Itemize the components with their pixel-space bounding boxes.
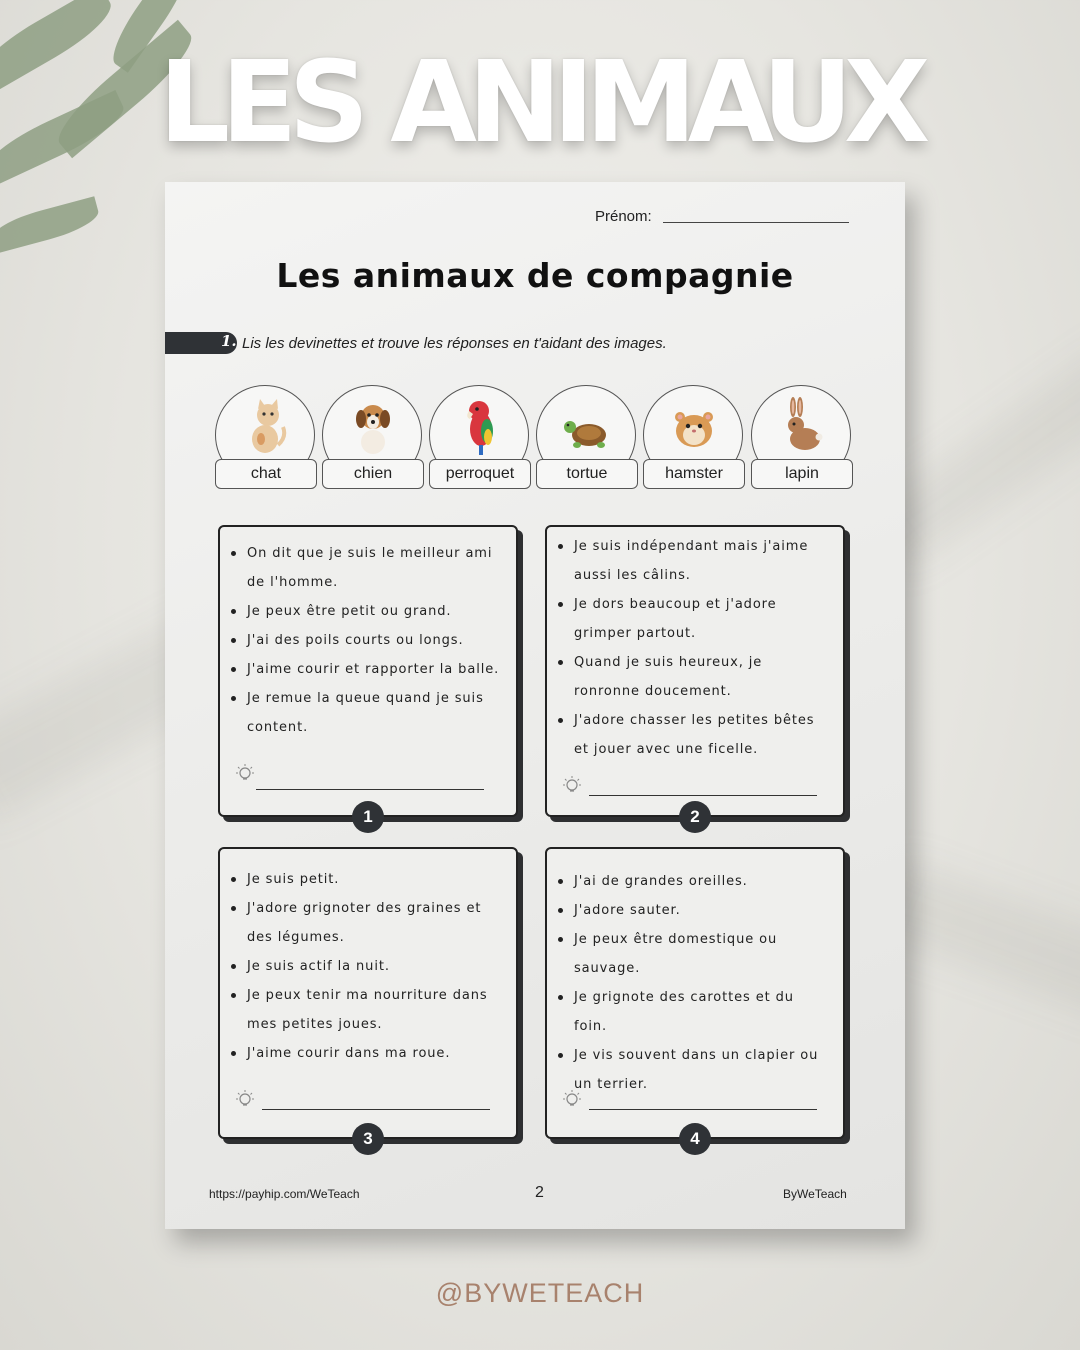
hamster-icon: [671, 397, 717, 455]
riddle-line: Quand je suis heureux, je ronronne doucement.: [557, 648, 831, 706]
riddle-line: Je grignote des carottes et du foin.: [557, 983, 831, 1041]
footer-brand: ByWeTeach: [783, 1187, 847, 1201]
animal-label: perroquet: [429, 459, 531, 489]
riddle-line: Je suis indépendant mais j'aime aussi les câlins.: [557, 532, 831, 590]
riddle-list: [220, 849, 516, 1068]
lightbulb-icon: [561, 1089, 583, 1111]
footer-url: https://payhip.com/WeTeach: [209, 1187, 360, 1201]
riddle-number-badge: 1: [352, 801, 384, 833]
riddle-line: J'adore chasser les petites bêtes et jouer avec une ficelle.: [557, 706, 831, 764]
riddle-line: Je vis souvent dans un clapier ou un terrier.: [557, 1041, 831, 1099]
worksheet-title: Les animaux de compagnie: [276, 256, 794, 295]
shadow-band: [874, 858, 1080, 1022]
answer-line[interactable]: [256, 789, 484, 790]
riddle-line: J'aime courir et rapporter la balle.: [230, 655, 504, 684]
instruction-text: Lis les devinettes et trouve les réponses en t'aidant des images.: [242, 335, 667, 352]
riddle-line: J'ai des poils courts ou longs.: [230, 626, 504, 655]
turtle-icon: [548, 397, 626, 455]
animal-card-hamster: [643, 385, 745, 489]
animal-card-tortue: [536, 385, 638, 489]
worksheet: [165, 182, 905, 1229]
animal-label: chien: [322, 459, 424, 489]
animal-card-chat: [215, 385, 317, 489]
riddle-card-4: [545, 847, 845, 1148]
riddle-card-2: [545, 525, 845, 826]
footer-page-number: 2: [535, 1184, 544, 1201]
riddle-number-badge: 3: [352, 1123, 384, 1155]
riddle-line: Je peux être domestique ou sauvage.: [557, 925, 831, 983]
riddle-line: Je peux tenir ma nourriture dans mes petites joues.: [230, 981, 504, 1039]
riddle-line: Je suis petit.: [230, 865, 504, 894]
lightbulb-icon: [561, 775, 583, 797]
animal-card-lapin: [751, 385, 853, 489]
answer-line[interactable]: [589, 795, 817, 796]
animal-label: chat: [215, 459, 317, 489]
riddle-line: Je suis actif la nuit.: [230, 952, 504, 981]
animal-label: tortue: [536, 459, 638, 489]
riddle-card-1: [218, 525, 518, 826]
animal-label: hamster: [643, 459, 745, 489]
riddle-list: [220, 527, 516, 742]
riddle-line: J'ai de grandes oreilles.: [557, 867, 831, 896]
answer-line[interactable]: [589, 1109, 817, 1110]
riddle-line: J'adore grignoter des graines et des légumes.: [230, 894, 504, 952]
riddle-line: On dit que je suis le meilleur ami de l'homme.: [230, 539, 504, 597]
instruction-number: 1.: [221, 332, 237, 350]
answer-line[interactable]: [262, 1109, 490, 1110]
riddle-number-badge: 4: [679, 1123, 711, 1155]
lightbulb-icon: [234, 1089, 256, 1111]
riddle-line: J'adore sauter.: [557, 896, 831, 925]
animal-card-perroquet: [429, 385, 531, 489]
parrot-icon: [457, 397, 503, 455]
animal-card-chien: [322, 385, 424, 489]
rabbit-icon: [779, 397, 825, 455]
riddle-list: [547, 527, 843, 764]
riddle-line: J'aime courir dans ma roue.: [230, 1039, 504, 1068]
riddle-line: Je dors beaucoup et j'adore grimper partout.: [557, 590, 831, 648]
prenom-input-line[interactable]: [663, 222, 849, 223]
riddle-number-badge: 2: [679, 801, 711, 833]
social-handle: @BYWETEACH: [435, 1278, 645, 1308]
dog-icon: [350, 397, 396, 455]
animal-label: lapin: [751, 459, 853, 489]
riddle-line: Je remue la queue quand je suis content.: [230, 684, 504, 742]
riddle-line: Je peux être petit ou grand.: [230, 597, 504, 626]
prenom-label: Prénom:: [595, 208, 652, 225]
riddle-card-3: [218, 847, 518, 1148]
main-title: LES ANIMAUX: [158, 38, 922, 168]
lightbulb-icon: [234, 763, 256, 785]
riddle-list: [547, 849, 843, 1099]
cat-icon: [243, 397, 289, 455]
